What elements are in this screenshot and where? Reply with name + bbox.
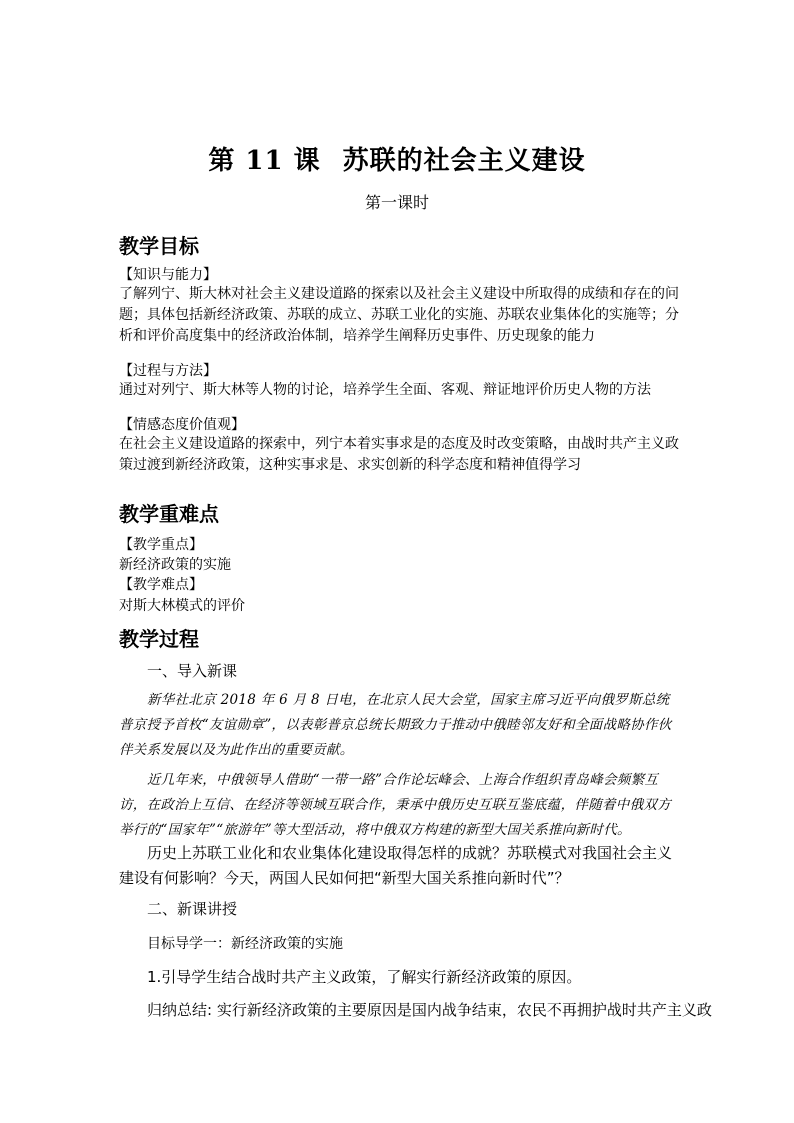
emotion-tag: 【情感态度价值观】	[119, 417, 245, 433]
key-tag: 【教学重点】	[119, 537, 203, 553]
key-points-heading: 教学重难点	[119, 502, 219, 526]
lesson-title	[0, 140, 794, 177]
emotion-text: 在社会主义建设道路的探索中，列宁本着实事求是的态度及时改变策略，由战时共产主义政策过渡到新经济政策，这种实事求是、求实创新的科学态度和精神值得学习	[119, 436, 679, 473]
summary-text: 归纳总结: 实行新经济政策的主要原因是国内战争结束，农民不再拥护战时共产主义政	[147, 1001, 712, 1019]
step-new-lesson: 二、新课讲授	[147, 900, 238, 918]
lesson-subtitle: 第一课时	[364, 193, 429, 212]
knowledge-tag: 【知识与能力】	[119, 267, 217, 283]
lesson-name: 苏联的社会主义建设	[342, 146, 586, 176]
news-quote-1: 新华社北京 2018 年 6 月 8 日电，在北京人民大会堂，国家主席习近平向俄罗斯总统普京授予首枚“友谊勋章”，以表彰普京总统长期致力于推动中俄睦邻友好和全面战略协作伙伴关系发展以及为此作出的重要贡献。	[119, 692, 672, 758]
guide-heading: 目标导学一：新经济政策的实施	[147, 936, 343, 952]
difficult-text: 对斯大林模式的评价	[119, 598, 245, 614]
objectives-heading: 教学目标	[119, 234, 199, 258]
knowledge-text: 了解列宁、斯大林对社会主义建设道路的探索以及社会主义建设中所取得的成绩和存在的问题；具体包括新经济政策、苏联的成立、苏联工业化的实施、苏联农业集体化的实施等；分析和评价高度集中的经济政治体制，培养学生阐释历史事件、历史现象的能力	[119, 286, 679, 344]
lesson-number: 第 11 课	[208, 146, 321, 176]
lead-question: 历史上苏联工业化和农业集体化建设取得怎样的成就？苏联模式对我国社会主义建设有何影响？今天，两国人民如何把“新型大国关系推向新时代”？	[119, 844, 673, 887]
difficult-tag: 【教学难点】	[119, 577, 203, 593]
news-quote-2: 近几年来，中俄领导人借助“一带一路”合作论坛峰会、上海合作组织青岛峰会频繁互访，在政治上互信、在经济等领域互联合作，秉承中俄历史互联互鉴底蕴，伴随着中俄双方举行的“国家年”“旅游年”等大型活动，将中俄双方构建的新型大国关系推向新时代。	[119, 772, 671, 838]
key-text: 新经济政策的实施	[119, 557, 231, 573]
process-method-tag: 【过程与方法】	[119, 363, 217, 379]
process-method-text: 通过对列宁、斯大林等人物的讨论，培养学生全面、客观、辩证地评价历史人物的方法	[119, 382, 651, 398]
step-intro: 一、导入新课	[147, 662, 238, 680]
process-heading: 教学过程	[119, 627, 199, 651]
guide-item-1: 1.引导学生结合战时共产主义政策，了解实行新经济政策的原因。	[147, 968, 582, 986]
